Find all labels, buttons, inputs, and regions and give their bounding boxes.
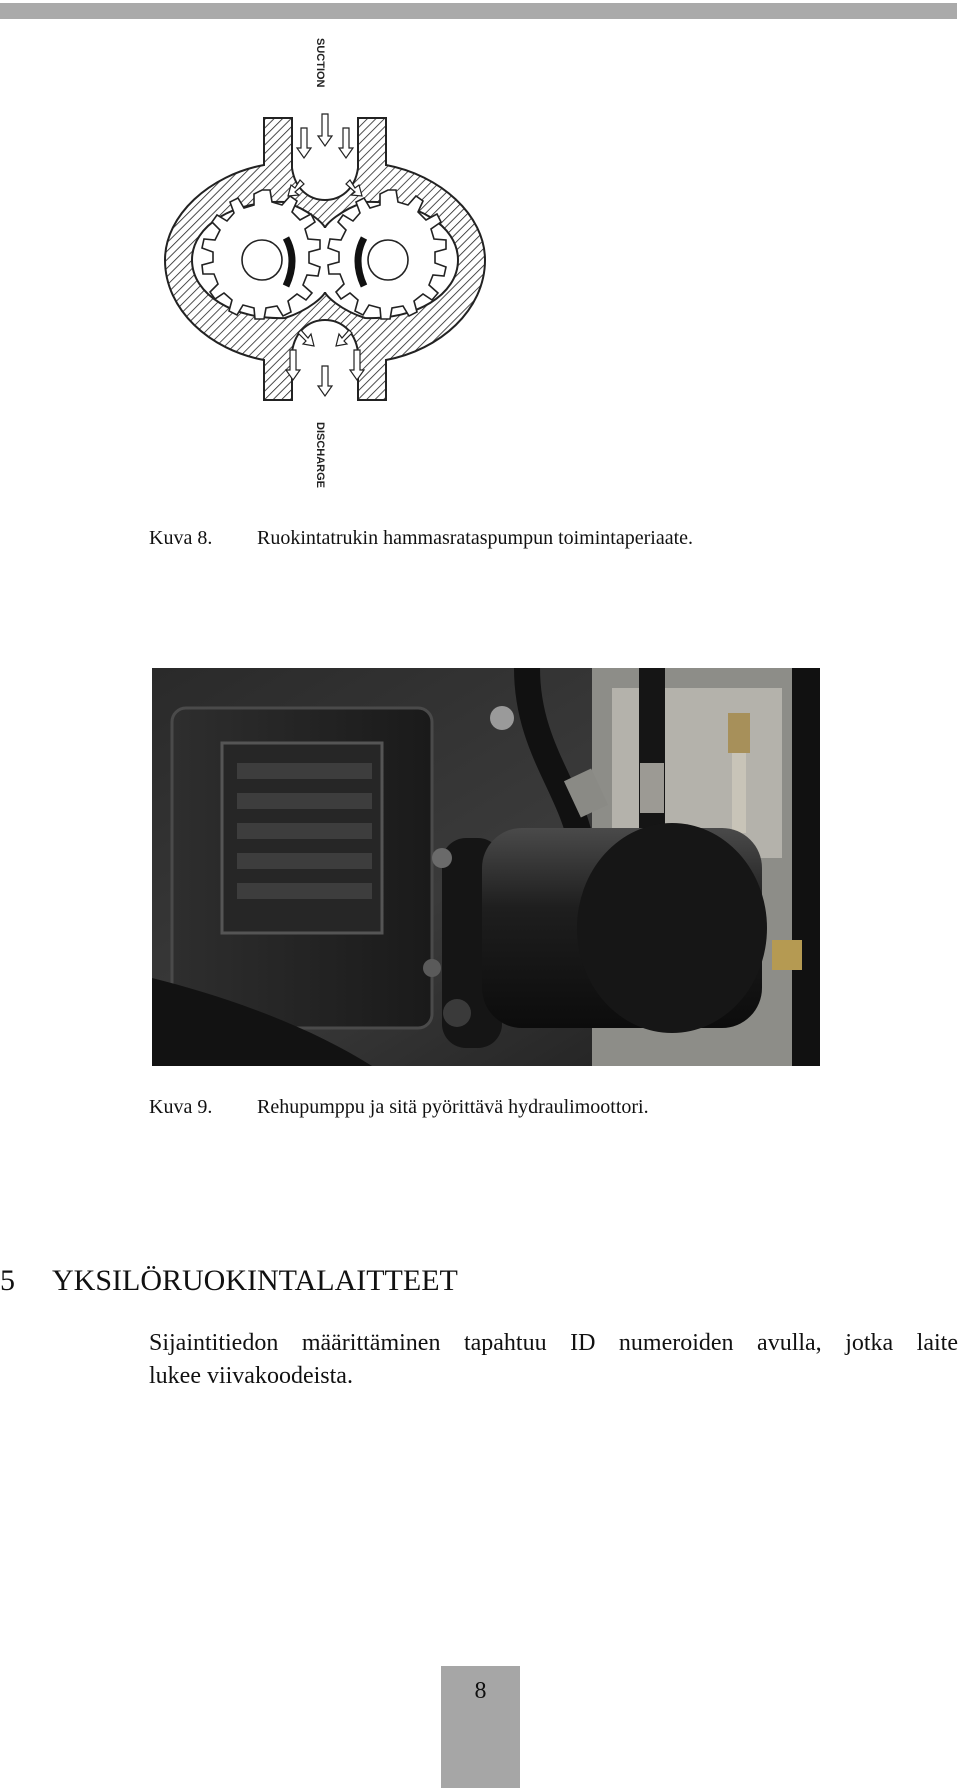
figure8-caption-text: Ruokintatrukin hammasrataspumpun toimintaperiaate. <box>257 527 694 549</box>
suction-arrows <box>288 114 362 196</box>
paragraph-line-1: Sijaintitiedon määrittäminen tapahtuu ID numeroiden avulla, jotka laite <box>149 1330 958 1356</box>
discharge-label: DISCHARGE <box>314 422 326 489</box>
gear-pump-diagram <box>150 30 500 500</box>
section-title: YKSILÖRUOKINTALAITTEET <box>52 1264 458 1297</box>
body-paragraph <box>149 1327 958 1393</box>
page-number-box <box>441 1666 520 1788</box>
feed-pump-photo <box>152 668 820 1066</box>
discharge-arrows <box>286 330 364 396</box>
section-number: 5 <box>0 1264 15 1297</box>
page-number: 8 <box>474 1678 487 1704</box>
figure9-caption-text: Rehupumppu ja sitä pyörittävä hydraulimoottori. <box>257 1096 649 1118</box>
suction-label: SUCTION <box>314 38 326 88</box>
figure8-caption-number: Kuva 8. <box>149 527 213 549</box>
figure9-caption-number: Kuva 9. <box>149 1096 213 1118</box>
top-rule <box>0 3 957 19</box>
paragraph-line-2: lukee viivakoodeista. <box>149 1363 353 1389</box>
